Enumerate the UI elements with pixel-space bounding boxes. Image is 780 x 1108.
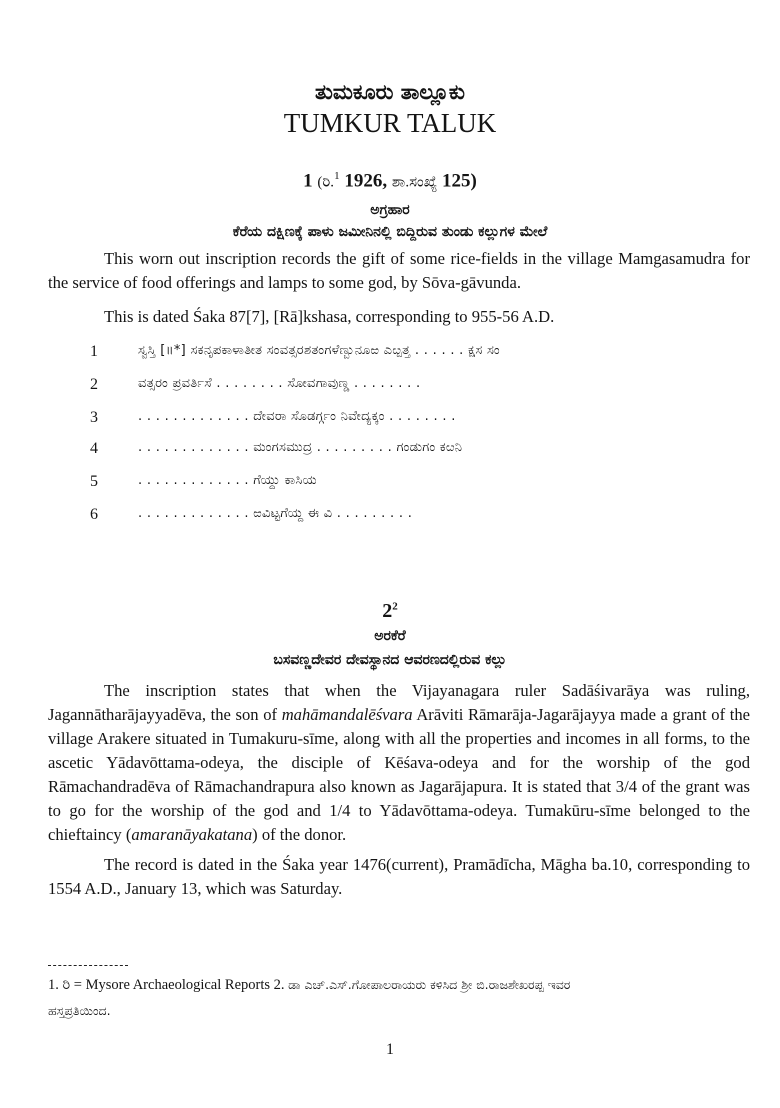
inscription-2-place: ಅರಕೆರೆ (374, 628, 406, 644)
line-number: 1 (90, 343, 98, 360)
summary-part-a: The inscription states that when the Vijayanagara ruler Sadāśivarāya was ruling, Jagannātharājayyadēva, the son of (48, 681, 750, 724)
line-text: . . . . . . . . . . . . . ದೇವರಾ ಸೊಡರ್ಗ್ಗಂ ನಿವೇದ್ಯಕ್ಕಂ . . . . . . . . (138, 409, 456, 424)
footnotes (48, 972, 758, 1024)
footnote-eng: 1. ರಿ = Mysore Archaeological Reports 2. (48, 977, 285, 993)
inscription-2-summary (48, 679, 750, 847)
inscription-1-number: 1 (303, 170, 313, 192)
ref-year: 1926, (344, 170, 388, 192)
inscription-2-location: ಬಸವಣ್ಣದೇವರ ದೇವಸ್ಥಾನದ ಆವರಣದಲ್ಲಿರುವ ಕಲ್ಲು (273, 652, 507, 668)
footnote-kan: ಡಾ ಎಚ್.ಎಸ್.ಗೋಪಾಲರಾಯರು ಕಳಿಸಿದ ಶ್ರೀ ಬಿ.ರಾಜಶೇಖರಪ್ಪ ಇವರ (288, 977, 571, 992)
line-text: . . . . . . . . . . . . . ಗೆಯ್ದು ಕಾಸಿಯ (138, 473, 317, 488)
ref-close: 125) (442, 170, 477, 192)
line-text: . . . . . . . . . . . . . ಱವಿಟ್ಟಗೆಯ್ದ ಈ ವಿ . . . . . . . . . (138, 506, 413, 521)
line-number: 5 (90, 473, 98, 490)
ref-open: (ರಿ. (317, 174, 335, 191)
summary-part-b: Arāviti Rāmarāja-Jagarājayya made a grant of the village Arakere situated in Tumakuru-sīme, along with all the properties and incomes in all forms, to the ascetic Yādavōttama-odeya, the disciple of Kēśava-odeya and for the worship of the god Rāmachandradēva of Rāmachandrapura also known as Jagarājapura. It is stated that 3/4 of the grant was to go for the worship of the god and 1/4 to Yādavōttama-odeya. Tumakūru-sīme belonged to the chieftaincy ( (48, 705, 751, 844)
inscription-1-location: ಕೆರೆಯ ದಕ್ಷಿಣಕ್ಕೆ ಪಾಳು ಜಮೀನಿನಲ್ಲಿ ಬಿದ್ದಿರುವ ತುಂಡು ಕಲ್ಲುಗಳ ಮೇಲೆ (232, 224, 548, 240)
line-number: 3 (90, 409, 98, 426)
ref-small: ಶಾ.ಸಂಖ್ಯೆ (391, 174, 438, 191)
line-text: ವತ್ಸರಂ ಪ್ರವರ್ತಿಸೆ . . . . . . . . ಸೋವಗಾವುಣ್ಡ . . . . . . . . (138, 376, 421, 391)
line-text: . . . . . . . . . . . . . ಮಂಗಸಮುದ್ರ . . . . . . . . . ಗಂಡುಗಂ ಕೞನಿ (138, 440, 463, 455)
english-title: TUMKUR TALUK (283, 108, 497, 138)
line-text: ಸ್ವಸ್ತಿ [॥*] ಸಕನೃಪಕಾಳಾತೀತ ಸಂವತ್ಸರಶತಂಗಳೆಣ್ಬುನೂಱ ಎೞ್ಪತ್ತ . . . . . . ಕ್ಷಸ ಸಂ (138, 343, 500, 358)
inscription-2-heading (0, 600, 780, 623)
inscription-1-summary: This worn out inscription records the gift of some rice-fields in the village Mamgasamudra for the service of food offerings and lamps to some god, by Sōva-gāvunda. (48, 249, 750, 292)
inscription-2-date: The record is dated in the Śaka year 1476(current), Pramādīcha, Māgha ba.10, corresponding to 1554 A.D., January 13, which was Saturday. (48, 855, 750, 898)
summary-italic-term: amaranāyakatana (131, 825, 253, 844)
inscription-2-number: 2 (382, 600, 393, 622)
inscription-1-date: This is dated Śaka 87[7], [Rā]kshasa, corresponding to 955-56 A.D. (104, 307, 555, 326)
footnote-divider (48, 965, 128, 966)
inscription-1-place: ಅಗ್ರಹಾರ (370, 202, 410, 218)
footnote-line-2: ಹಸ್ತಪ್ರತಿಯಿಂದ. (48, 1003, 111, 1018)
footnote-line-1 (48, 972, 758, 998)
line-number: 2 (90, 376, 98, 393)
inscription-1-heading (0, 170, 780, 192)
summary-part-c: ) of the donor. (252, 825, 347, 844)
ref-sup: 1 (334, 170, 340, 182)
page-number: 1 (386, 1041, 394, 1058)
kannada-title: ತುಮಕೂರು ತಾಲ್ಲೂಕು (315, 80, 465, 104)
line-number: 6 (90, 506, 98, 523)
inscription-2-sup: 2 (392, 600, 398, 613)
line-number: 4 (90, 440, 98, 457)
summary-italic-title: mahāmandalēśvara (281, 705, 413, 724)
